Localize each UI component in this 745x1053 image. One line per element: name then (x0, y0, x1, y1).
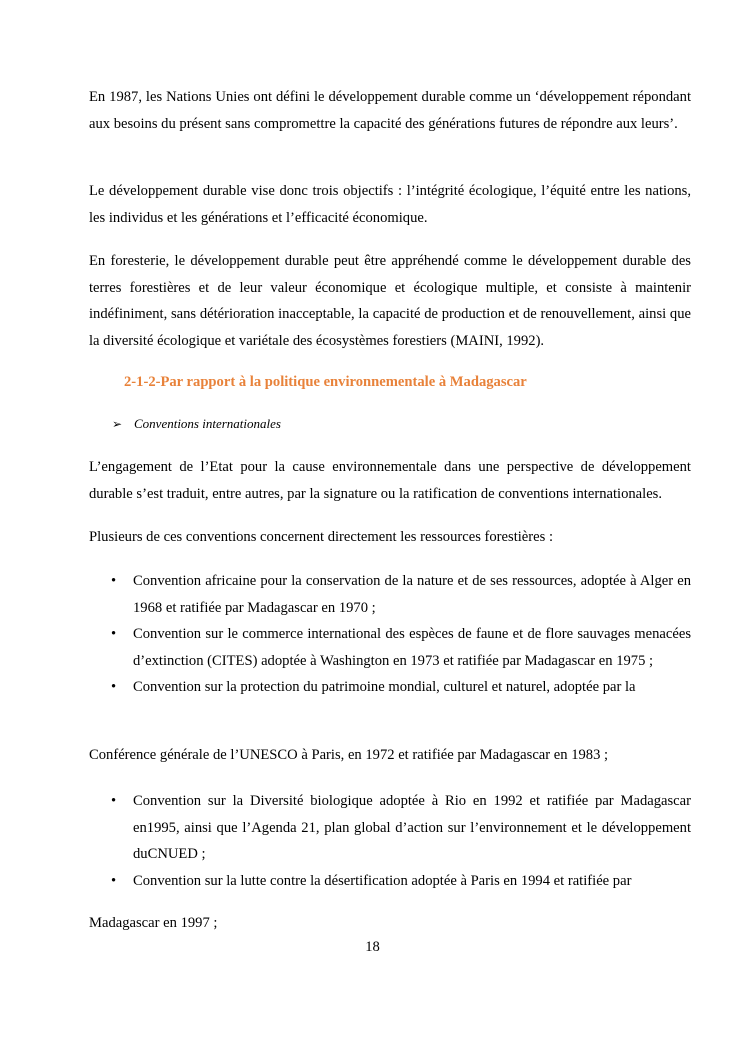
arrow-bullet-icon: ➢ (112, 417, 123, 431)
paragraph-objectives: Le développement durable vise donc trois objectifs : l’intégrité écologique, l’équité entre les nations, les individus et les générations et l’efficacité économique. (89, 183, 691, 226)
list-item: • Convention sur la Diversité biologique adoptée à Rio en 1992 et ratifiée par Madagascar en1995, ainsi que l’Agenda 21, plan global d’action sur l’environnement et le développement duCNUED ; (89, 788, 691, 868)
list-item: • Convention sur la protection du patrimoine mondial, culturel et naturel, adoptée par la (89, 674, 691, 701)
section-heading: 2-1-2-Par rapport à la politique environnementale à Madagascar (124, 374, 527, 390)
subheading-text: Conventions internationales (134, 416, 281, 431)
bullet-icon: • (111, 626, 117, 642)
bullet-icon: • (111, 573, 117, 589)
page-number: 18 (365, 939, 380, 955)
paragraph-madagascar-1997: Madagascar en 1997 ; (89, 915, 218, 931)
paragraph-conventions-intro: Plusieurs de ces conventions concernent directement les ressources forestières : (89, 529, 553, 545)
paragraph-engagement: L’engagement de l’Etat pour la cause environnementale dans une perspective de développement durable s’est traduit, entre autres, par la signature ou la ratification de conventions internationales. (89, 459, 691, 502)
paragraph-unesco: Conférence générale de l’UNESCO à Paris, en 1972 et ratifiée par Madagascar en 1983 ; (89, 747, 609, 763)
bullet-icon: • (111, 679, 117, 695)
bullet-icon: • (111, 793, 117, 809)
conventions-list-1 (89, 568, 691, 701)
list-item: • Convention africaine pour la conservation de la nature et de ses ressources, adoptée à Alger en 1968 et ratifiée par Madagascar en 1970 ; (89, 568, 691, 621)
paragraph-forestry: En foresterie, le développement durable peut être appréhendé comme le développement durable des terres forestières et de leur valeur économique et écologique multiple, et consiste à maintenir indéfiniment, sans détérioration inacceptable, la capacité de production et de renouvellement, ainsi que la diversité écologique et variétale des écosystèmes forestiers (MAINI, 1992). (89, 253, 691, 349)
paragraph-definition: En 1987, les Nations Unies ont défini le développement durable comme un ‘développement répondant aux besoins du présent sans compromettre la capacité des générations futures de répondre aux leurs’. (89, 89, 691, 132)
list-item: • Convention sur le commerce international des espèces de faune et de flore sauvages menacées d’extinction (CITES) adoptée à Washington en 1973 et ratifiée par Madagascar en 1975 ; (89, 621, 691, 674)
subheading-conventions (112, 413, 281, 435)
conventions-list-2 (89, 788, 691, 894)
bullet-icon: • (111, 872, 117, 889)
list-item: • Convention sur la lutte contre la désertification adoptée à Paris en 1994 et ratifiée par (89, 868, 691, 895)
